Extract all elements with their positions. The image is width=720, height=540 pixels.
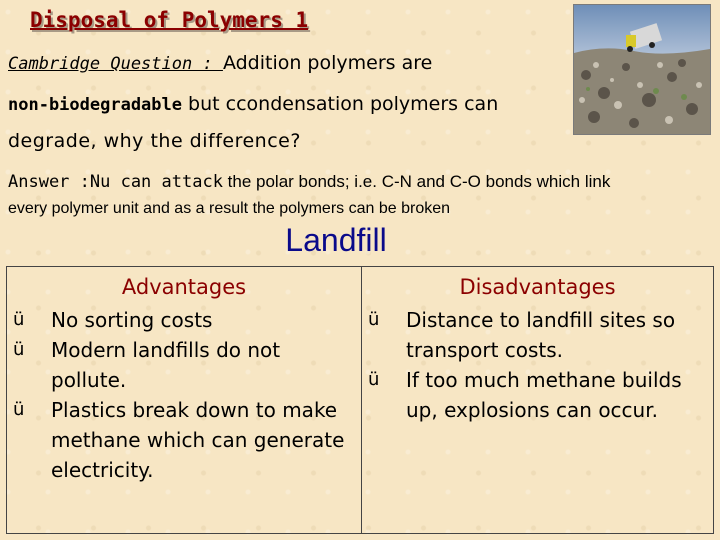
checkmark-icon: ü	[368, 369, 380, 390]
answer-text-1: the polar bonds; i.e. C-N and C-O bonds which link	[222, 172, 611, 191]
checkmark-icon: ü	[13, 399, 25, 420]
disadvantages-list	[362, 305, 713, 425]
advantages-heading: Advantages	[121, 275, 247, 299]
landfill-table	[6, 266, 714, 534]
advantages-list	[7, 305, 361, 485]
disadvantages-heading: Disadvantages	[459, 275, 616, 299]
advantage-text: Plastics break down to make methane which can generate electricity.	[51, 398, 345, 482]
list-item	[7, 395, 361, 485]
answer-line-2: every polymer unit and as a result the polymers can be broken	[8, 200, 451, 217]
checkmark-icon: ü	[13, 309, 25, 330]
landfill-photo	[573, 4, 711, 135]
disadvantages-column	[362, 267, 714, 534]
disadvantage-text: If too much methane builds up, explosions can occur.	[406, 368, 682, 422]
question-line-1	[8, 52, 432, 74]
question-label: Cambridge Question :	[8, 54, 223, 74]
list-item	[7, 305, 361, 335]
answer-lead: Answer :Nu can attack	[8, 172, 223, 192]
advantages-column	[7, 267, 362, 534]
section-title: Landfill	[285, 222, 387, 258]
answer-line-1	[8, 172, 610, 192]
question-bold-term: non-biodegradable	[8, 95, 182, 115]
advantage-text: No sorting costs	[51, 308, 213, 332]
list-item	[362, 305, 713, 365]
question-text-1: Addition polymers are	[222, 52, 433, 74]
question-text-2: but ccondensation polymers can	[182, 93, 499, 115]
checkmark-icon: ü	[13, 339, 25, 360]
advantage-text: Modern landfills do not pollute.	[51, 338, 281, 392]
disadvantage-text: Distance to landfill sites so transport costs.	[406, 308, 676, 362]
question-line-3: degrade, why the difference?	[8, 130, 301, 152]
checkmark-icon: ü	[368, 309, 380, 330]
question-line-2	[8, 93, 498, 115]
list-item	[362, 365, 713, 425]
list-item	[7, 335, 361, 395]
slide-title: Disposal of Polymers 1	[30, 8, 309, 32]
